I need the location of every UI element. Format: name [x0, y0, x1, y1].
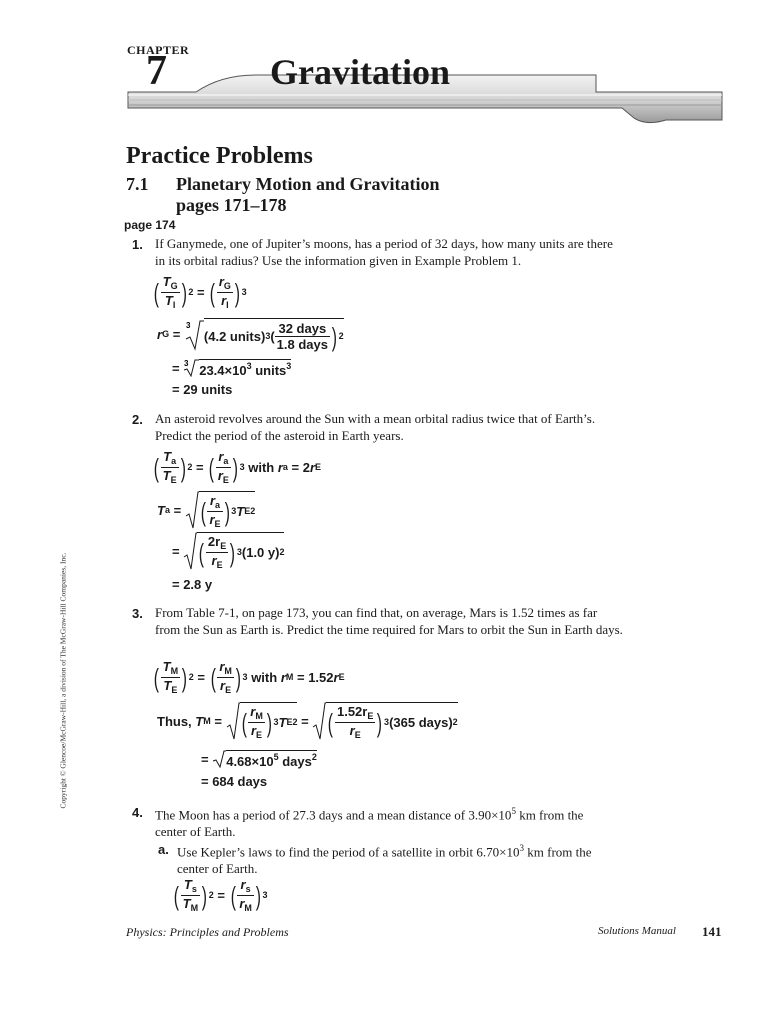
problem-1-number: 1. [132, 237, 143, 252]
page-reference: page 174 [124, 218, 176, 232]
problem-4-number: 4. [132, 805, 143, 820]
page-number: 141 [702, 924, 722, 939]
problem-2-kepler-equation: ( $\frac{T_a}{T_E}$ ) 2 = ( $\frac{r_a}{r_E}$ ) 3 with r a = 2 r E [153, 449, 322, 485]
problem-3-result: = 684 days [201, 774, 268, 789]
problem-4-text: The Moon has a period of 27.3 days and a mean distance of $3.90\times 10^5$ km from the center of Earth. [155, 806, 584, 840]
subsection-title [176, 174, 440, 216]
square-root-radical [212, 750, 226, 768]
square-root-radical [185, 490, 199, 530]
svg-text:3: 3 [184, 359, 189, 368]
square-root-radical [312, 701, 326, 741]
problem-3-text: From Table 7-1, on page 173, you can find that, on average, Mars is 1.52 times as far from the Sun as Earth is. Predict the time required for Mars to orbit the Sun in Earth days. [155, 605, 623, 637]
problem-3-solution-step: = $4.68\times 10^5$ days$^2$ [201, 751, 317, 769]
problem-3-kepler-equation: ( $\frac{T_M}{T_E}$ ) 2 = ( $\frac{r_M}{r_E}$ ) 3 with r M = 1.52 r E [153, 659, 345, 695]
square-root-radical [226, 701, 240, 741]
chapter-label: CHAPTER [127, 43, 190, 57]
problem-4a-letter: a. [158, 842, 169, 857]
chapter-number: 7 [146, 48, 167, 94]
problem-1-solution-step: = 3 $23.4\times 10^3$ units$^3$ [172, 359, 292, 378]
problem-1-text: If Ganymede, one of Jupiter’s moons, has a period of 32 days, how many units are there in its orbital radius? Use the information given in Example Problem 1. [155, 236, 613, 268]
problem-3-number: 3. [132, 606, 143, 621]
subsection-number: 7.1 [126, 174, 149, 194]
problem-2-result: = 2.8 y [172, 577, 213, 592]
problem-1-result: = 29 units [172, 382, 233, 397]
subsection-title-line1: Planetary Motion and Gravitation [176, 174, 440, 194]
chapter-title: Gravitation [270, 52, 450, 92]
footer-manual-label: Solutions Manual [598, 925, 676, 937]
problem-2-number: 2. [132, 412, 143, 427]
cube-root-radical [183, 359, 199, 377]
problem-3-solution-step: Thus, T M = ( $\frac{r_M}{r_E}$ ) 3 T E 2 = ( $\frac{1.52r_E}{r_E}$ ) 3 (365 days) 2 [157, 701, 458, 741]
section-heading: Practice Problems [126, 143, 313, 169]
footer-book-title: Physics: Principles and Problems [126, 925, 289, 939]
problem-4a-text: Use Kepler’s laws to find the period of a satellite in orbit $6.70\times 10^3$ km from the center of Earth. [177, 843, 592, 877]
problem-2-solution-step: T a = ( $\frac{r_a}{r_E}$ ) 3 T E 2 [157, 490, 255, 530]
problem-2-text: An asteroid revolves around the Sun with a mean orbital radius twice that of Earth’s. Predict the period of the asteroid in Earth years. [155, 411, 596, 443]
problem-4a-kepler-equation: ( $\frac{T_s}{T_M}$ ) 2 = ( $\frac{r_s}{r_M}$ ) 3 [173, 877, 268, 913]
problem-1-solution-step: r G = 3 (4.2 units) 3 ( $\frac{\text{32 days}}{\text{1.8 days}}$ ) 2 [157, 318, 344, 351]
svg-text:3: 3 [185, 320, 191, 330]
subsection-title-pages: pages 171–178 [176, 195, 287, 215]
problem-1-kepler-equation: ( $\frac{T_G}{T_I}$ ) 2 = ( $\frac{r_G}{r_I}$ ) 3 [153, 274, 247, 310]
cube-root-radical [184, 319, 204, 351]
square-root-radical [183, 531, 197, 571]
problem-2-solution-step: = ( $\frac{2r_E}{r_E}$ ) 3 (1.0 y) 2 [172, 531, 284, 571]
copyright-notice: Copyright © Glencoe/McGraw-Hill, a division of The McGraw-Hill Companies, Inc. [58, 552, 68, 809]
